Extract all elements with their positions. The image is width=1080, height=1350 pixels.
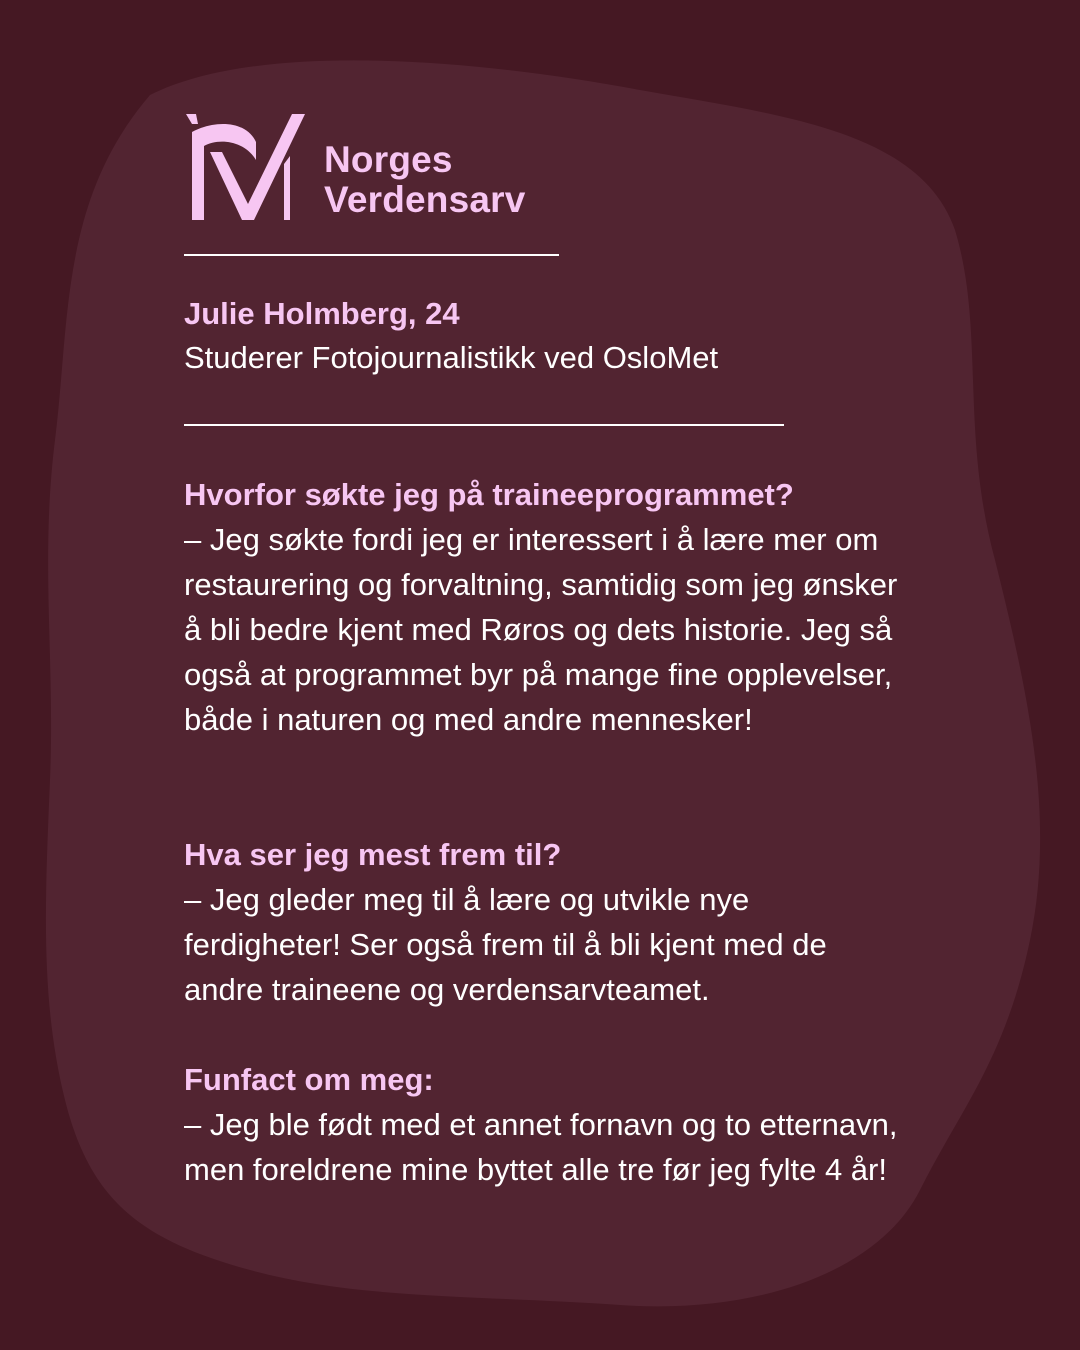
brand-name-line1: Norges [324, 139, 453, 180]
person-name: Julie Holmberg, 24 [184, 296, 460, 331]
person-role: Studerer Fotojournalistikk ved OsloMet [184, 340, 719, 375]
section-funfact [184, 1057, 914, 1192]
divider-middle [184, 424, 784, 426]
section-question: Hva ser jeg mest frem til? [184, 837, 562, 872]
section-question: Hvorfor søkte jeg på traineeprogrammet? [184, 477, 794, 512]
brand-logo [184, 112, 584, 224]
section-answer: – Jeg gleder meg til å lære og utvikle nye ferdigheter! Ser også frem til å bli kjent med de andre traineene og verdensarvteamet. [184, 882, 827, 1007]
section-question: Funfact om meg: [184, 1062, 434, 1097]
brand-name [324, 140, 526, 220]
norges-verdensarv-logo-icon [184, 112, 309, 224]
brand-name-line2: Verdensarv [324, 179, 526, 220]
section-why-applied [184, 472, 914, 742]
person-info [184, 292, 718, 380]
section-answer: – Jeg søkte fordi jeg er interessert i å lære mer om restaurering og forvaltning, samtidig som jeg ønsker å bli bedre kjent med Røros og dets historie. Jeg så også at programmet byr på mange fine opplevelser, både i naturen og med andre mennesker! [184, 522, 898, 737]
section-looking-forward [184, 832, 914, 1012]
divider-top [184, 254, 559, 256]
section-answer: – Jeg ble født med et annet fornavn og to etternavn, men foreldrene mine byttet alle tre før jeg fylte 4 år! [184, 1107, 898, 1187]
